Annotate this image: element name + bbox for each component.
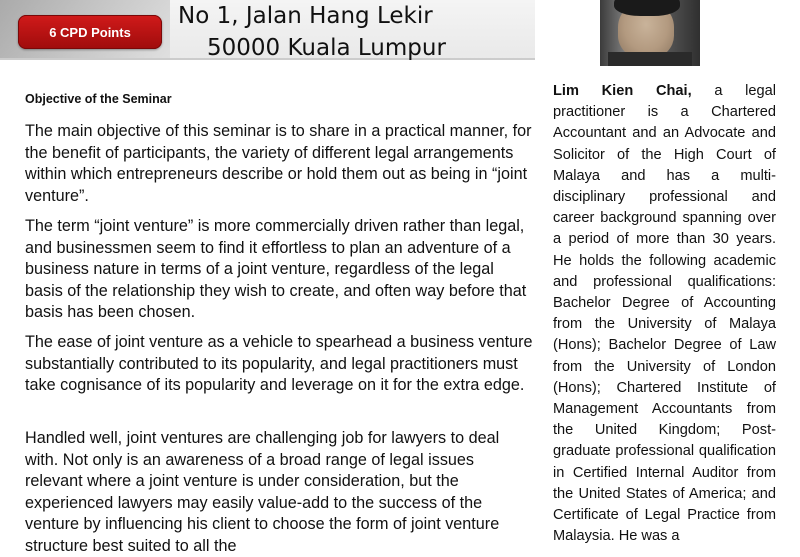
speaker-bio-text: a legal practitioner is a Chartered Accountant and an Advocate and Solicitor of the High Court of Malaya and has a multi-disciplinary professional and career background spanning over a period of more than 30 years. He holds the following academic and professional qualifications: Bachelor Degree of Accounting from the University of Malaya (Hons); Bachelor Degree of Law from the University of London (Hons); Chartered Institute of Management Accountants from the United Kingdom; Post-graduate professional qualification in Certified Internal Auditor from the United States of America; and Certificate of Legal Practice from Malaysia. He was a [553, 83, 777, 545]
objective-paragraph-2: The term “joint venture” is more commercially driven rather than legal, and businessmen seem to find it effortless to plan an adventure of a business nature in terms of a joint venture, regardless of the legal basis of the relationship they wish to create, and often way before that basis has been chosen. [25, 217, 527, 321]
venue-address-line-1: No 1, Jalan Hang Lekir [178, 3, 433, 29]
venue-address-line-2: 50000 Kuala Lumpur [207, 35, 446, 61]
cpd-points-badge: 6 CPD Points [18, 15, 162, 49]
speaker-name: Lim Kien Chai, [553, 83, 692, 99]
objective-paragraph-3: The ease of joint venture as a vehicle to spearhead a business venture substantially contributed to its popularity, and legal practitioners must take cognisance of its popularity and leverage on it for the extra edge. [25, 333, 533, 394]
speaker-photo [600, 0, 700, 66]
objective-heading: Objective of the Seminar [25, 92, 172, 106]
objective-paragraph-4: Handled well, joint ventures are challenging job for lawyers to deal with. Not only is an awareness of a broad range of legal issues relevant where a joint venture is under consideration, but the experienced lawyers may easily value-add to the success of the venture by influencing his client to choose the form of joint venture structure best suited to all the [25, 429, 500, 555]
objective-paragraph-1: The main objective of this seminar is to share in a practical manner, for the benefit of participants, the variety of different legal arrangements within which entrepreneurs describe or hold them out as being in “joint venture”. [25, 122, 532, 205]
speaker-bio [553, 81, 776, 547]
